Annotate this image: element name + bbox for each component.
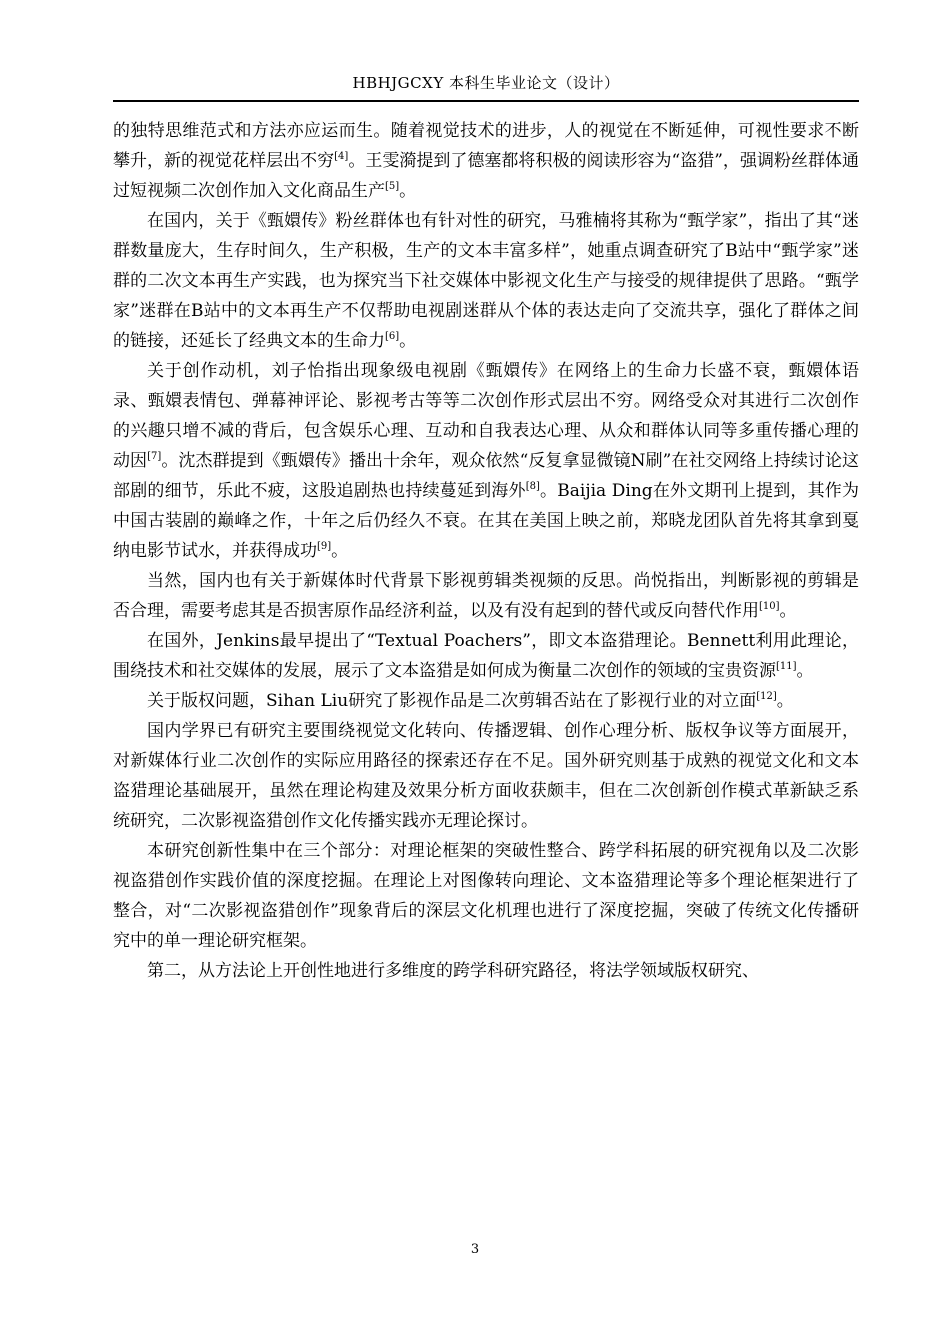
citation-ref: [12] bbox=[756, 691, 777, 702]
header-rule bbox=[113, 100, 859, 102]
paragraph-text: 在国内，关于《甄嬛传》粉丝群体也有针对性的研究，马雅楠将其称为“甄学家”，指出了其“迷群数量庞大，生存时间久，生产积极，生产的文本丰富多样”，她重点调查研究了B站中“甄学家”迷群的二次文本再生产实践，也为探究当下社交媒体中影视文化生产与接受的规律提供了思路。“甄学家”迷群在B站中的文本再生产不仅帮助电视剧迷群从个体的表达走向了交流共享，强化了群体之间的链接，还延长了经典文本的生命力 bbox=[113, 211, 859, 351]
paragraph-text: 。王雯漪提到了德塞都将积极的阅读形容为“盗猎”，强调粉丝群体通过短视频二次创作加入文化商品生产 bbox=[113, 151, 860, 201]
paragraph-text: 。 bbox=[776, 691, 794, 711]
paragraph-7 bbox=[113, 716, 859, 836]
citation-ref: [10] bbox=[759, 601, 780, 612]
paragraph-1 bbox=[113, 116, 859, 206]
paragraph-3 bbox=[113, 356, 859, 566]
paragraph-9 bbox=[113, 956, 859, 986]
paragraph-text: 国内学界已有研究主要围绕视觉文化转向、传播逻辑、创作心理分析、版权争议等方面展开，对新媒体行业二次创作的实际应用路径的探索还存在不足。国外研究则基于成熟的视觉文化和文本盗猎理论基础展开，虽然在理论构建及效果分析方面收获颇丰，但在二次创新创作模式革新缺乏系统研究，二次影视盗猎创作文化传播实践亦无理论探讨。 bbox=[113, 721, 859, 831]
page-number: 3 bbox=[470, 1242, 480, 1257]
paragraph-text: 的独特思维范式和方法亦应运而生。随着视觉技术的进步，人的视觉在不断延伸，可视性要求不断攀升，新的视觉花样层出不穷 bbox=[113, 121, 859, 171]
citation-ref: [7] bbox=[147, 451, 162, 462]
paragraph-2 bbox=[113, 206, 859, 356]
paragraph-text: 关于创作动机，刘子怡指出现象级电视剧《甄嬛传》在网络上的生命力长盛不衰，甄嬛体语录、甄嬛表情包、弹幕神评论、影视考古等等二次创作形式层出不穷。网络受众对其进行二次创作的兴趣只增不减的背后，包含娱乐心理、互动和自我表达心理、从众和群体认同等多重传播心理的动因 bbox=[113, 361, 859, 471]
body-text bbox=[113, 116, 859, 986]
paragraph-text: 。 bbox=[779, 601, 797, 621]
paragraph-text: 当然，国内也有关于新媒体时代背景下影视剪辑类视频的反思。尚悦指出，判断影视的剪辑是否合理，需要考虑其是否损害原作品经济利益，以及有没有起到的替代或反向替代作用 bbox=[113, 571, 859, 621]
paragraph-text: 。Baijia Ding在外文期刊上提到，其作为中国古装剧的巅峰之作，十年之后仍经久不衰。在其在美国上映之前，郑晓龙团队首先将其拿到戛纳电影节试水，并获得成功 bbox=[113, 481, 859, 561]
paragraph-8 bbox=[113, 836, 859, 956]
citation-ref: [4] bbox=[334, 151, 349, 162]
paragraph-text: 。 bbox=[399, 181, 417, 201]
paragraph-text: 关于版权问题，Sihan Liu研究了影视作品是二次剪辑否站在了影视行业的对立面 bbox=[147, 691, 757, 711]
citation-ref: [5] bbox=[385, 181, 400, 192]
paragraph-text: 。 bbox=[399, 331, 417, 351]
paragraph-text: 第二，从方法论上开创性地进行多维度的跨学科研究路径，将法学领域版权研究、 bbox=[147, 961, 759, 981]
paragraph-text: 。 bbox=[331, 541, 349, 561]
citation-ref: [9] bbox=[317, 541, 332, 552]
paragraph-5 bbox=[113, 626, 859, 686]
paragraph-text: 。沈杰群提到《甄嬛传》播出十余年，观众依然“反复拿显微镜N刷”在社交网络上持续讨论这部剧的细节，乐此不疲，这股追剧热也持续蔓延到海外 bbox=[113, 451, 859, 501]
paragraph-text: 在国外，Jenkins最早提出了“Textual Poachers”，即文本盗猎理论。Bennett利用此理论，围绕技术和社交媒体的发展，展示了文本盗猎是如何成为衡量二次创作的领域的宝贵资源 bbox=[113, 631, 859, 681]
citation-ref: [8] bbox=[525, 481, 540, 492]
paragraph-text: 本研究创新性集中在三个部分：对理论框架的突破性整合、跨学科拓展的研究视角以及二次影视盗猎创作实践价值的深度挖掘。在理论上对图像转向理论、文本盗猎理论等多个理论框架进行了整合，对“二次影视盗猎创作”现象背后的深层文化机理也进行了深度挖掘，突破了传统文化传播研究中的单一理论研究框架。 bbox=[113, 841, 859, 951]
paragraph-4 bbox=[113, 566, 859, 626]
paragraph-text: 。 bbox=[796, 661, 814, 681]
paragraph-6 bbox=[113, 686, 859, 716]
citation-ref: [11] bbox=[776, 661, 797, 672]
citation-ref: [6] bbox=[385, 331, 400, 342]
running-header: HBHJGCXY 本科生毕业论文（设计） bbox=[352, 74, 620, 92]
